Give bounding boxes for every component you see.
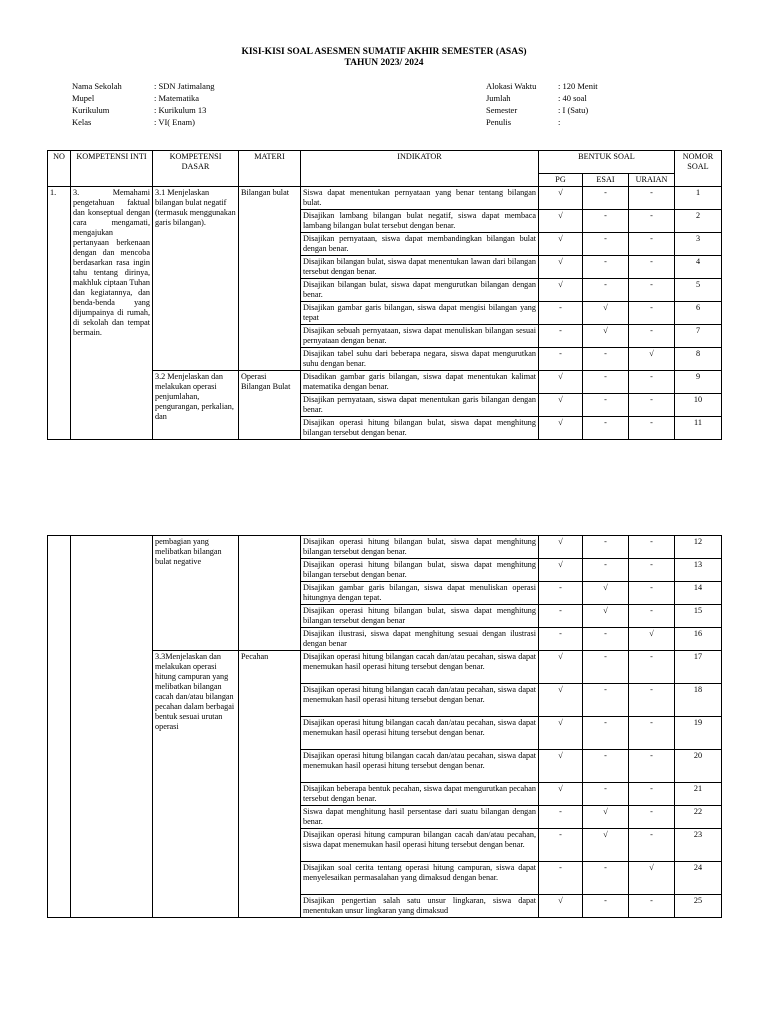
- esai-cell: -: [583, 717, 629, 750]
- header-bentuk-soal: BENTUK SOAL: [539, 151, 675, 174]
- uraian-cell: √: [629, 348, 675, 371]
- esai-cell: -: [583, 559, 629, 582]
- document-year: TAHUN 2023/ 2024: [344, 58, 424, 68]
- document-title: KISI-KISI SOAL ASESMEN SUMATIF AKHIR SEMESTER (ASAS): [241, 47, 527, 57]
- pg-cell: √: [539, 684, 583, 717]
- pg-cell: √: [539, 417, 583, 440]
- uraian-cell: √: [629, 862, 675, 895]
- info-row: [72, 116, 214, 128]
- indikator-cell: Disajikan gambar garis bilangan, siswa dapat mengisi bilangan yang tepat: [301, 302, 539, 325]
- indikator-cell: Disajikan sebuah pernyataan, siswa dapat menuliskan bilangan sesuai pernyataan dengan benar.: [301, 325, 539, 348]
- nomor-soal-cell: 13: [675, 559, 722, 582]
- nomor-soal-cell: 6: [675, 302, 722, 325]
- indikator-cell: Disajikan bilangan bulat, siswa dapat menentukan lawan dari bilangan tersebut dengan benar.: [301, 256, 539, 279]
- uraian-cell: -: [629, 605, 675, 628]
- uraian-cell: -: [629, 210, 675, 233]
- nomor-soal-cell: 19: [675, 717, 722, 750]
- pg-cell: √: [539, 210, 583, 233]
- esai-cell: -: [583, 862, 629, 895]
- indikator-cell: Disajikan soal cerita tentang operasi hitung campuran, siswa dapat menyelesaikan permasalahan yang dimaksud dengan benar.: [301, 862, 539, 895]
- nomor-soal-cell: 22: [675, 806, 722, 829]
- materi-bilangan-bulat: Bilangan bulat: [239, 187, 301, 371]
- indikator-cell: Disajikan operasi hitung bilangan bulat, siswa dapat menghitung bilangan tersebut dengan benar.: [301, 559, 539, 582]
- uraian-cell: -: [629, 750, 675, 783]
- pg-cell: √: [539, 750, 583, 783]
- header-kompetensi-dasar: KOMPETENSI DASAR: [153, 151, 239, 187]
- uraian-cell: -: [629, 806, 675, 829]
- info-label: Mupel: [72, 93, 95, 103]
- indikator-cell: Disajikan beberapa bentuk pecahan, siswa dapat mengurutkan pecahan tersebut dengan benar.: [301, 783, 539, 806]
- esai-cell: -: [583, 536, 629, 559]
- esai-cell: -: [583, 233, 629, 256]
- uraian-cell: -: [629, 302, 675, 325]
- nomor-soal-cell: 3: [675, 233, 722, 256]
- esai-cell: -: [583, 895, 629, 918]
- nomor-soal-cell: 11: [675, 417, 722, 440]
- table-row: [48, 187, 722, 210]
- info-label: Semester: [486, 105, 518, 115]
- esai-cell: √: [583, 605, 629, 628]
- identity-left: [72, 80, 214, 128]
- pg-cell: -: [539, 605, 583, 628]
- info-label: Jumlah: [486, 93, 511, 103]
- nomor-soal-cell: 15: [675, 605, 722, 628]
- info-row: [72, 80, 214, 92]
- nomor-soal-cell: 14: [675, 582, 722, 605]
- pg-cell: √: [539, 895, 583, 918]
- pg-cell: √: [539, 783, 583, 806]
- uraian-cell: -: [629, 325, 675, 348]
- uraian-cell: -: [629, 536, 675, 559]
- pg-cell: -: [539, 628, 583, 651]
- info-value: :: [558, 117, 561, 127]
- info-value: : 120 Menit: [558, 81, 598, 91]
- uraian-cell: -: [629, 684, 675, 717]
- esai-cell: -: [583, 371, 629, 394]
- indikator-cell: Siswa dapat menentukan pernyataan yang benar tentang bilangan bulat.: [301, 187, 539, 210]
- materi-operasi-bilangan-bulat: Operasi Bilangan Bulat: [239, 371, 301, 440]
- info-value: : VI( Enam): [154, 117, 195, 127]
- header-indikator: INDIKATOR: [301, 151, 539, 187]
- info-label: Alokasi Waktu: [486, 81, 537, 91]
- pg-cell: √: [539, 651, 583, 684]
- kompetensi-dasar-3-1: 3.1 Menjelaskan bilangan bulat negatif (termasuk menggunakan garis bilangan).: [153, 187, 239, 371]
- esai-cell: -: [583, 684, 629, 717]
- uraian-cell: -: [629, 829, 675, 862]
- uraian-cell: -: [629, 651, 675, 684]
- nomor-soal-cell: 9: [675, 371, 722, 394]
- esai-cell: -: [583, 750, 629, 783]
- pg-cell: √: [539, 371, 583, 394]
- materi-pecahan: Pecahan: [239, 651, 301, 918]
- indikator-cell: Disajikan gambar garis bilangan, siswa dapat menuliskan operasi hitungnya dengan tepat.: [301, 582, 539, 605]
- nomor-soal-cell: 23: [675, 829, 722, 862]
- kompetensi-dasar-3-3: 3.3Menjelaskan dan melakukan operasi hitung campuran yang melibatkan bilangan cacah dan/atau bilangan pecahan dalam berbagai bentuk sesuai urutan operasi: [153, 651, 239, 918]
- info-value: : SDN Jatimalang: [154, 81, 215, 91]
- uraian-cell: -: [629, 895, 675, 918]
- esai-cell: -: [583, 651, 629, 684]
- pg-cell: -: [539, 325, 583, 348]
- esai-cell: √: [583, 582, 629, 605]
- uraian-cell: -: [629, 559, 675, 582]
- uraian-cell: -: [629, 717, 675, 750]
- nomor-soal-cell: 2: [675, 210, 722, 233]
- uraian-cell: -: [629, 279, 675, 302]
- uraian-cell: -: [629, 783, 675, 806]
- esai-cell: √: [583, 829, 629, 862]
- indikator-cell: Disadikan gambar garis bilangan, siswa dapat menentukan kalimat matematika dengan benar.: [301, 371, 539, 394]
- header-kompetensi-inti: KOMPETENSI INTI: [71, 151, 153, 187]
- indikator-cell: Disajikan operasi hitung bilangan bulat, siswa dapat menghitung bilangan tersebut dengan benar: [301, 605, 539, 628]
- esai-cell: -: [583, 628, 629, 651]
- nomor-soal-cell: 5: [675, 279, 722, 302]
- info-row: [486, 116, 598, 128]
- pg-cell: √: [539, 279, 583, 302]
- nomor-soal-cell: 8: [675, 348, 722, 371]
- pg-cell: -: [539, 582, 583, 605]
- nomor-soal-cell: 1: [675, 187, 722, 210]
- info-value: : 40 soal: [558, 93, 587, 103]
- info-row: [486, 92, 598, 104]
- materi-empty: [239, 536, 301, 651]
- table-row: [48, 536, 722, 559]
- uraian-cell: √: [629, 628, 675, 651]
- pg-cell: -: [539, 806, 583, 829]
- info-row: [486, 104, 598, 116]
- uraian-cell: -: [629, 256, 675, 279]
- indikator-cell: Disajikan operasi hitung bilangan cacah dan/atau pecahan, siswa dapat menemukan hasil operasi hitung tersebut dengan benar.: [301, 684, 539, 717]
- pg-cell: √: [539, 559, 583, 582]
- indikator-cell: Disajikan operasi hitung bilangan cacah dan/atau pecahan, siswa dapat menemukan hasil operasi hitung tersebut dengan benar.: [301, 750, 539, 783]
- info-label: Kurikulum: [72, 105, 110, 115]
- header-esai: ESAI: [583, 174, 629, 187]
- kompetensi-inti-text: 3. Memahami pengetahuan faktual dan konseptual dengan cara mengamati, mengajukan pertanyaan berkenaan dengan dan mencoba berdasarkan rasa ingin tahu tentang dirinya, makhluk ciptaan Tuhan dan kegiatannya, dan benda-benda yang dijumpainya di rumah, di sekolah dan tempat bermain.: [71, 187, 153, 440]
- indikator-cell: Disajikan bilangan bulat, siswa dapat mengurutkan bilangan dengan benar.: [301, 279, 539, 302]
- nomor-soal-cell: 4: [675, 256, 722, 279]
- uraian-cell: -: [629, 371, 675, 394]
- kisi-kisi-table-page2: [47, 535, 722, 918]
- kompetensi-dasar-continued: pembagian yang melibatkan bilangan bulat negative: [153, 536, 239, 651]
- pg-cell: √: [539, 717, 583, 750]
- indikator-cell: Disajikan tabel suhu dari beberapa negara, siswa dapat mengurutkan suhu dengan benar.: [301, 348, 539, 371]
- info-value: : Kurikulum 13: [154, 105, 207, 115]
- indikator-cell: Disajikan operasi hitung bilangan bulat, siswa dapat menghitung bilangan tersebut dengan benar.: [301, 536, 539, 559]
- esai-cell: -: [583, 210, 629, 233]
- esai-cell: √: [583, 302, 629, 325]
- pg-cell: -: [539, 348, 583, 371]
- pg-cell: √: [539, 256, 583, 279]
- nomor-soal-cell: 20: [675, 750, 722, 783]
- esai-cell: √: [583, 806, 629, 829]
- indikator-cell: Disajikan operasi hitung bilangan cacah dan/atau pecahan, siswa dapat menemukan hasil operasi hitung tersebut dengan benar.: [301, 717, 539, 750]
- info-row: [486, 80, 598, 92]
- indikator-cell: Disajikan operasi hitung bilangan bulat, siswa dapat menghitung bilangan tersebut dengan benar.: [301, 417, 539, 440]
- pg-cell: -: [539, 302, 583, 325]
- uraian-cell: -: [629, 394, 675, 417]
- esai-cell: √: [583, 325, 629, 348]
- nomor-soal-cell: 10: [675, 394, 722, 417]
- uraian-cell: -: [629, 233, 675, 256]
- header-no: NO: [48, 151, 71, 187]
- info-label: Nama Sekolah: [72, 81, 122, 91]
- header-uraian: URAIAN: [629, 174, 675, 187]
- indikator-cell: Disajikan lambang bilangan bulat negatif, siswa dapat membaca lambang bilangan bulat tersebut dengan benar.: [301, 210, 539, 233]
- info-row: [72, 104, 214, 116]
- kompetensi-inti-empty: [71, 536, 153, 918]
- indikator-cell: Disajikan pengertian salah satu unsur lingkaran, siswa dapat menentukan unsur lingkaran yang dimaksud: [301, 895, 539, 918]
- esai-cell: -: [583, 279, 629, 302]
- esai-cell: -: [583, 417, 629, 440]
- header-nomor-soal: NOMOR SOAL: [675, 151, 722, 187]
- uraian-cell: -: [629, 582, 675, 605]
- nomor-soal-cell: 25: [675, 895, 722, 918]
- kisi-kisi-table-page1: [47, 150, 722, 440]
- header-pg: PG: [539, 174, 583, 187]
- pg-cell: -: [539, 862, 583, 895]
- pg-cell: √: [539, 233, 583, 256]
- indikator-cell: Siswa dapat menghitung hasil persentase dari suatu bilangan dengan benar.: [301, 806, 539, 829]
- info-label: Kelas: [72, 117, 92, 127]
- pg-cell: √: [539, 536, 583, 559]
- info-row: [72, 92, 214, 104]
- nomor-soal-cell: 7: [675, 325, 722, 348]
- nomor-soal-cell: 21: [675, 783, 722, 806]
- info-label: Penulis: [486, 117, 512, 127]
- esai-cell: -: [583, 394, 629, 417]
- header-materi: MATERI: [239, 151, 301, 187]
- row-number-empty: [48, 536, 71, 918]
- esai-cell: -: [583, 348, 629, 371]
- identity-right: [486, 80, 598, 128]
- kompetensi-dasar-3-2: 3.2 Menjelaskan dan melakukan operasi penjumlahan, pengurangan, perkalian, dan: [153, 371, 239, 440]
- nomor-soal-cell: 18: [675, 684, 722, 717]
- nomor-soal-cell: 16: [675, 628, 722, 651]
- info-value: : I (Satu): [558, 105, 589, 115]
- esai-cell: -: [583, 783, 629, 806]
- nomor-soal-cell: 17: [675, 651, 722, 684]
- indikator-cell: Disajikan operasi hitung campuran bilangan cacah dan/atau pecahan, siswa dapat menemukan hasil operasi hitung tersebut dengan benar.: [301, 829, 539, 862]
- indikator-cell: Disajikan pernyataan, siswa dapat membandingkan bilangan bulat dengan benar.: [301, 233, 539, 256]
- esai-cell: -: [583, 256, 629, 279]
- indikator-cell: Disajikan operasi hitung bilangan cacah dan/atau pecahan, siswa dapat menemukan hasil operasi hitung tersebut dengan benar.: [301, 651, 539, 684]
- pg-cell: √: [539, 187, 583, 210]
- pg-cell: -: [539, 829, 583, 862]
- nomor-soal-cell: 24: [675, 862, 722, 895]
- pg-cell: √: [539, 394, 583, 417]
- esai-cell: -: [583, 187, 629, 210]
- info-value: : Matematika: [154, 93, 200, 103]
- uraian-cell: -: [629, 417, 675, 440]
- indikator-cell: Disajikan pernyataan, siswa dapat menentukan garis bilangan dengan benar.: [301, 394, 539, 417]
- uraian-cell: -: [629, 187, 675, 210]
- nomor-soal-cell: 12: [675, 536, 722, 559]
- row-number: 1.: [48, 187, 71, 440]
- indikator-cell: Disajikan ilustrasi, siswa dapat menghitung sesuai dengan ilustrasi dengan benar: [301, 628, 539, 651]
